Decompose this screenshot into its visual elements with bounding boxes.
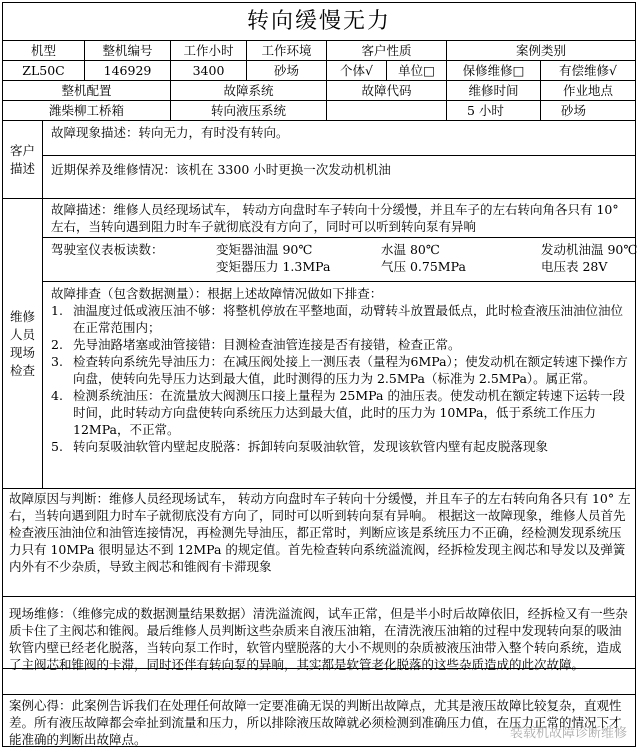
value-work-site: 砂场 [561,103,587,118]
label-serial: 整机编号 [85,41,171,60]
label-customer-type: 客户性质 [327,41,447,60]
customer-label: 客户 描述 [3,121,43,198]
customer-section [3,121,635,199]
gauge-torque-pressure: 变矩器压力 1.3MPa [216,259,331,274]
value-case-warranty: 保修维修□ [447,61,541,80]
label-fault-code: 故障代码 [327,81,447,100]
header-value-row-2 [3,101,635,121]
analysis-section [3,489,635,597]
value-environment: 砂场 [247,61,327,80]
gauge-torque-oil-temp: 变矩器油温 90℃ [216,242,313,257]
watermark: 装载机故障诊断维修 [509,726,627,741]
onsite-label: 维修 人员 现场 检查 [3,199,43,488]
value-fault-code [327,101,447,120]
analysis-text: 故障原因与判断：维修人员经现场试车， 转动方向盘时车子转向十分缓慢，并且车子的左右转向角各只有 10° 左右，当转向遇到阻力时车子就彻底没有方向了，同时可以听到转向泵有异响。 根据这一故障现象，维修人员首先检查液压油油位和油管连接情况，再检测先导油压，都正常时，判断应该是系统压力不正确，经检测发现系统压力只有 10MPa 很明显达不到 12MPa 的规定值。首先检查转向系统溢流阀，经拆检发现主阀芯和导发以及弹簧内外有不少杂质，导致主阀芯和锥阀有卡滞现象 [9,491,631,574]
label-case-type: 案例类别 [515,43,566,58]
value-model: ZL50C [3,61,85,80]
label-config: 整机配置 [3,81,171,100]
gauge-voltage: 电压表 28V [541,259,608,274]
report-table [2,2,636,747]
value-hours: 3400 [171,61,247,80]
header-label-row [3,41,635,61]
gauge-readings [43,241,638,275]
label-work-site: 作业地点 [562,83,613,98]
value-customer-unit: 单位□ [387,61,447,80]
label-repair-time: 维修时间 [447,81,541,100]
title-row [3,3,635,41]
onsite-section [3,199,638,489]
check-item: 1. 油温度过低或液压油不够：将整机停放在平整地面，动臂转斗放置最低点，此时检查液压油油位油位在正常范围内； [51,303,624,335]
label-fault-system: 故障系统 [171,81,327,100]
check-item: 3. 检查转向系统先导油压力：在减压阀处接上一测压表（量程为6MPa）；使发动机在额定转速下操作方向盘，使转向先导压力达到最大值，此时测得的压力为 2.5MPa（标准为 2.5MPa）。属正常。 [51,354,628,386]
label-environment: 工作环境 [247,41,327,60]
header-label-row-2 [3,81,635,101]
customer-maintenance: 近期保养及维修情况：该机在 3300 小时更换一次发动机机油 [51,162,391,177]
onsite-description: 故障描述：维修人员经现场试车， 转动方向盘时车子转向十分缓慢，并且车子的左右转向角各只有 10° 左右，当转向遇到阻力时车子就彻底没有方向了，同时可以听到转向泵有异响 [51,202,619,234]
check-item: 4. 检测系统油压：在流量放大阀测压口接上量程为 25MPa 的油压表。使发动机在额定转速下运转一段时间，此时转动方向盘使转向系统压力达到最大值，此时的压力为 10MPa，低于系统工作压力 12MPa，不正常。 [51,388,625,437]
divider [43,281,635,282]
check-list [43,285,635,455]
check-item: 2. 先导油路堵塞或油管接错：目测检查油管连接是否有接错，检查正常。 [51,337,461,352]
value-serial: 146929 [85,61,171,80]
summary-text: 案例心得：此案例告诉我们在处理任何故障一定要准确无误的判断出故障点，尤其是液压故障比较复杂，直观性差。所有液压故障都会牵扯到流量和压力，所以排除液压故障就必须检测到准确压力值，在压力正常的情况下才能准确的判断出故障点。 [9,698,622,747]
repair-block [3,605,635,695]
page-title: 转向缓慢无力 [246,9,391,34]
value-customer-individual: 个体√ [327,61,387,80]
value-fault-system: 转向液压系统 [171,101,327,120]
gauge-engine-oil-temp: 发动机油温 90℃ [541,242,638,257]
value-repair-time: 5 小时 [447,101,541,120]
gauge-label: 驾驶室仪表板读数： [51,242,164,257]
check-item: 5. 转向泵吸油软管内壁起皮脱落：拆卸转向泵吸油软管，发现该软管内壁有起皮脱落现象 [51,439,549,454]
check-intro: 故障排查（包含数据测量）：根据上述故障情况做如下排查： [51,286,383,301]
repair-text: 现场维修：（维修完成的数据测量结果数据）清洗溢流阀，试车正常，但是半小时后故障依旧，经拆检又有一些杂质卡住了主阀芯和锥阀。最后维修人员判断这些杂质来自液压油箱，在清洗液压油箱的过程中发现转向泵的吸油软管内壁已经老化脱落，当转向泵工作时，软管内壁脱落的大小不规则的杂质被液压油带入整个转向系统，造成了主阀芯和锥阀的卡滞，同时还伴有转向泵的异响，其实都是软管老化脱落的这些杂质造成的此次故障。 [9,606,628,672]
label-hours: 工作小时 [171,41,247,60]
value-config: 潍柴柳工桥箱 [3,101,171,120]
divider [43,155,635,156]
gauge-water-temp: 水温 80℃ [381,242,440,257]
gauge-air-pressure: 气压 0.75MPa [381,259,466,274]
value-case-paid: 有偿维修√ [559,63,617,78]
header-value-row [3,61,635,81]
label-model: 机型 [3,41,85,60]
divider [43,237,635,238]
customer-symptom: 故障现象描述：转向无力，有时没有转向。 [51,125,289,140]
